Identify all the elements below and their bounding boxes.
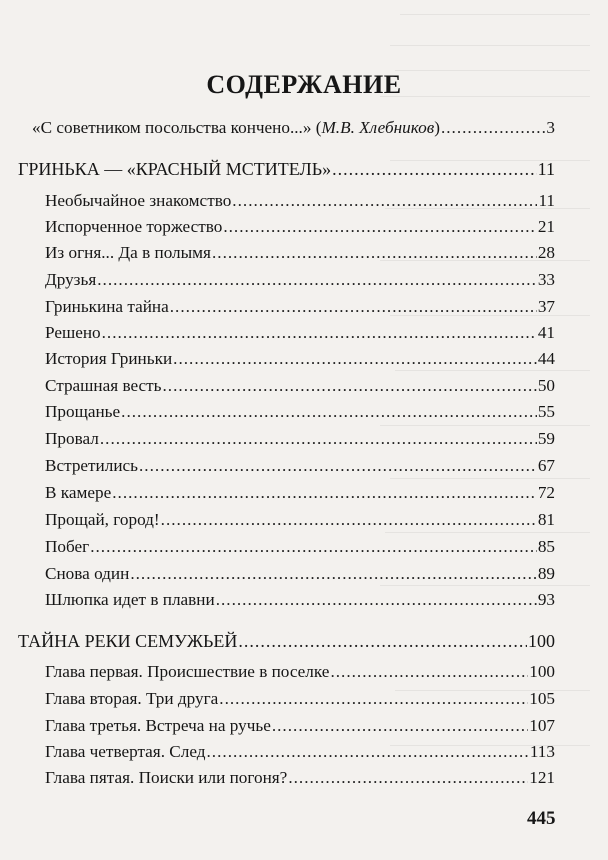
toc-entry-label: Прощай, город! xyxy=(45,510,160,529)
toc-entry-label: Необычайное знакомство xyxy=(45,191,232,210)
toc-entry xyxy=(45,401,555,423)
toc-entry-label: Гринькина тайна xyxy=(45,297,169,316)
toc-section-page: 11 xyxy=(537,159,555,179)
toc-entry-page: 21 xyxy=(537,217,555,236)
toc-entry-page: 113 xyxy=(529,742,555,761)
leader-dots xyxy=(130,563,537,585)
toc-entry-label: Решено xyxy=(45,323,101,342)
toc-entry-label: «С советником посольства кончено...» (М.В. Хлебников) xyxy=(32,118,440,137)
toc-entry-author: М.В. Хлебников xyxy=(321,118,435,137)
leader-dots xyxy=(173,348,537,370)
toc-entry-label: В камере xyxy=(45,483,112,502)
toc-entry xyxy=(45,509,555,531)
toc-entry-page: 81 xyxy=(537,510,555,529)
leader-dots xyxy=(161,509,537,531)
toc-entry-page: 85 xyxy=(537,537,555,556)
leader-dots xyxy=(207,741,529,763)
toc-entry xyxy=(45,375,555,397)
toc-section-page: 100 xyxy=(528,631,555,651)
toc-section-title: ТАЙНА РЕКИ СЕМУЖЬЕЙ xyxy=(18,631,238,651)
toc-entry-label: История Гриньки xyxy=(45,349,173,368)
toc-entry-page: 41 xyxy=(537,323,555,342)
toc-entry-page: 37 xyxy=(537,297,555,316)
toc-entry-page: 3 xyxy=(546,118,555,137)
leader-dots xyxy=(330,661,528,683)
toc-entry-page: 50 xyxy=(537,376,555,395)
toc-entry-label: Побег xyxy=(45,537,90,556)
toc-entry xyxy=(45,715,555,737)
toc-entry-label: Друзья xyxy=(45,270,97,289)
toc-entry-label: Глава первая. Происшествие в поселке xyxy=(45,662,330,681)
leader-dots xyxy=(90,536,537,558)
toc-entry xyxy=(45,536,555,558)
toc-entry xyxy=(45,322,555,344)
leader-dots xyxy=(223,216,537,238)
leader-dots xyxy=(163,375,537,397)
toc-entry-label: Глава вторая. Три друга xyxy=(45,689,219,708)
leader-dots xyxy=(232,190,537,212)
toc-entry-page: 33 xyxy=(537,270,555,289)
toc-entry-preface xyxy=(32,117,555,139)
leader-dots xyxy=(139,455,537,477)
leader-dots xyxy=(112,482,537,504)
toc-entry xyxy=(45,741,555,763)
toc-entry xyxy=(45,190,555,212)
leader-dots xyxy=(441,117,545,139)
toc-entry-label: Шлюпка идет в плавни xyxy=(45,590,215,609)
toc-entry-label: Снова один xyxy=(45,564,130,583)
toc-entry-page: 44 xyxy=(537,349,555,368)
toc-entry-page: 93 xyxy=(537,590,555,609)
leader-dots xyxy=(212,242,537,264)
toc-entry-page: 59 xyxy=(537,429,555,448)
leader-dots xyxy=(102,322,537,344)
leader-dots xyxy=(97,269,537,291)
toc-section-heading xyxy=(18,630,555,652)
toc-entry-page: 67 xyxy=(537,456,555,475)
toc-section-heading xyxy=(18,158,555,180)
toc-entry-page: 55 xyxy=(537,402,555,421)
toc-entry xyxy=(45,269,555,291)
toc-entry xyxy=(45,348,555,370)
leader-dots xyxy=(332,158,537,180)
toc-entry xyxy=(45,589,555,611)
toc-entry xyxy=(45,455,555,477)
toc-entry-page: 72 xyxy=(537,483,555,502)
leader-dots xyxy=(272,715,528,737)
toc-entry xyxy=(45,216,555,238)
toc-entry-label: Глава пятая. Поиски или погоня? xyxy=(45,768,288,787)
leader-dots xyxy=(100,428,537,450)
toc-entry-page: 105 xyxy=(529,689,555,708)
leader-dots xyxy=(219,688,528,710)
leader-dots xyxy=(216,589,537,611)
toc-entry-label: Глава третья. Встреча на ручье xyxy=(45,716,271,735)
leader-dots xyxy=(121,401,537,423)
toc-entry-page: 11 xyxy=(538,191,555,210)
toc-entry-label: Встретились xyxy=(45,456,138,475)
leader-dots xyxy=(170,296,537,318)
toc-entry-label: Из огня... Да в полымя xyxy=(45,243,211,262)
toc-entry-page: 100 xyxy=(529,662,555,681)
leader-dots xyxy=(288,767,528,789)
toc-entry-label: Страшная весть xyxy=(45,376,162,395)
toc-entry-label: Прощанье xyxy=(45,402,121,421)
leader-dots xyxy=(238,630,527,652)
toc-entry-label: Глава четвертая. След xyxy=(45,742,206,761)
toc-entry xyxy=(45,242,555,264)
page-number: 445 xyxy=(527,808,556,829)
toc-entry xyxy=(45,661,555,683)
toc-entry-page: 107 xyxy=(529,716,555,735)
toc-entry-page: 121 xyxy=(529,768,555,787)
toc-entry-label: Провал xyxy=(45,429,99,448)
toc-entry xyxy=(45,482,555,504)
toc-entry xyxy=(45,688,555,710)
toc-entry-page: 28 xyxy=(537,243,555,262)
toc-entry-label: Испорченное торжество xyxy=(45,217,223,236)
toc-section-title: ГРИНЬКА — «КРАСНЫЙ МСТИТЕЛЬ» xyxy=(18,159,332,179)
toc-entry xyxy=(45,428,555,450)
toc-entry xyxy=(45,296,555,318)
toc-entry xyxy=(45,563,555,585)
toc-entry xyxy=(45,767,555,789)
toc-entry-page: 89 xyxy=(537,564,555,583)
page-title: СОДЕРЖАНИЕ xyxy=(206,70,402,99)
